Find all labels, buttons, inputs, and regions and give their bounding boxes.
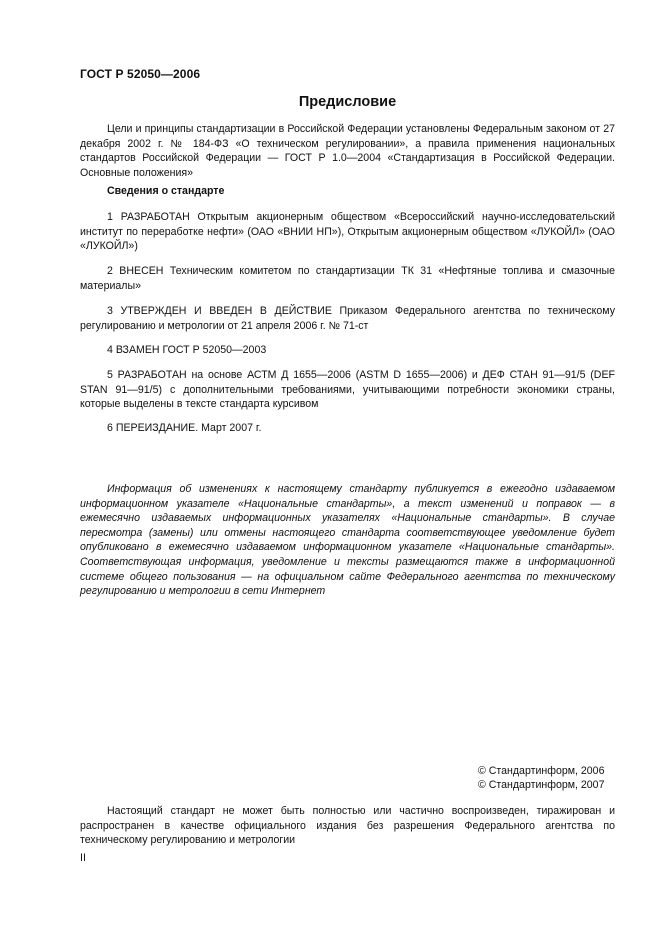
- copyright-line: © Стандартинформ, 2007: [478, 779, 605, 791]
- copyright-line: © Стандартинформ, 2006: [478, 765, 605, 777]
- item-5: 5 РАЗРАБОТАН на основе АСТМ Д 1655—2006 (ASTM D 1655—2006) и ДЕФ СТАН 91—91/5 (DEF STAN 91—91/5) с дополнительными требованиями, учитывающими потребности экономики страны, которые выделены в тексте стандарта курсивом: [80, 369, 615, 411]
- document-code: ГОСТ Р 52050—2006: [80, 67, 201, 81]
- item-3: 3 УТВЕРЖДЕН И ВВЕДЕН В ДЕЙСТВИЕ Приказом Федерального агентства по техническому регулированию и метрологии от 21 апреля 2006 г. № 71-ст: [80, 305, 615, 332]
- item-1: 1 РАЗРАБОТАН Открытым акционерным обществом «Всероссийский научно-исследовательский институт по переработке нефти» (ОАО «ВНИИ НП»), Открытым акционерным обществом «ЛУКОЙЛ» (ОАО «ЛУКОЙЛ»): [80, 211, 615, 253]
- intro-paragraph: Цели и принципы стандартизации в Российской Федерации установлены Федеральным законом от 27 декабря 2002 г. № 184-ФЗ «О техническом регулировании», а правила применения национальных стандартов Российской Федерации — ГОСТ Р 1.0—2004 «Стандартизация в Российской Федерации. Основные положения»: [80, 123, 615, 179]
- standard-info-heading: Сведения о стандарте: [107, 185, 225, 197]
- item-4: 4 ВЗАМЕН ГОСТ Р 52050—2003: [107, 344, 267, 356]
- page-title: Предисловие: [298, 94, 397, 110]
- page-number: II: [80, 852, 86, 864]
- document-page: [80, 0, 615, 936]
- item-6: 6 ПЕРЕИЗДАНИЕ. Март 2007 г.: [107, 422, 262, 434]
- reproduction-notice: Настоящий стандарт не может быть полностью или частично воспроизведен, тиражирован и распространен в качестве официального издания без разрешения Федерального агентства по техническому регулированию и метрологии: [80, 805, 615, 847]
- item-2: 2 ВНЕСЕН Техническим комитетом по стандартизации ТК 31 «Нефтяные топлива и смазочные материалы»: [80, 265, 615, 292]
- notice-paragraph: Информация об изменениях к настоящему стандарту публикуется в ежегодно издаваемом информационном указателе «Национальные стандарты», а текст изменений и поправок — в ежемесячно издаваемых информационных указателях «Национальные стандарты». В случае пересмотра (замены) или отмены настоящего стандарта соответствующее уведомление будет опубликовано в ежемесячно издаваемом информационном указателе «Национальные стандарты». Соответствующая информация, уведомление и тексты размещаются также в информационной системе общего пользования — на официальном сайте Федерального агентства по техническому регулированию и метрологии в сети Интернет: [80, 483, 615, 598]
